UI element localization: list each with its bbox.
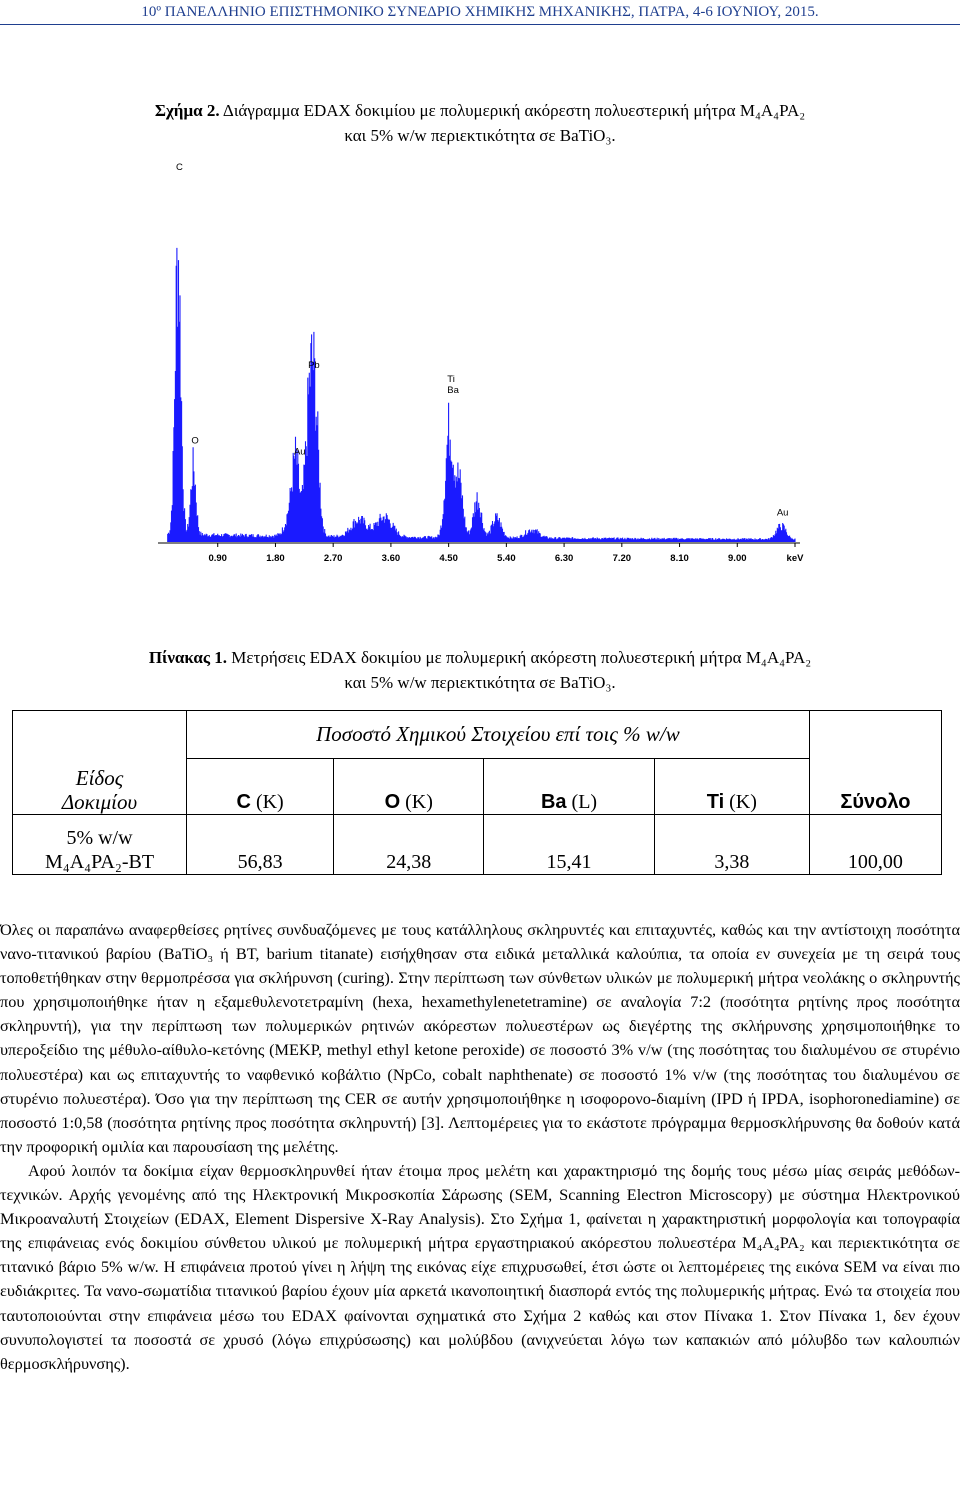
table-caption (0, 645, 960, 695)
peak-label: Ti (447, 374, 455, 386)
value-ti: 3,38 (654, 815, 809, 875)
group-header-cell: Ποσοστό Χημικού Στοιχείου επί τοις % w/w (187, 711, 810, 759)
paragraph-1: Όλες οι παραπάνω αναφερθείσες ρητίνες συνδυαζόμενες με τους κατάλληλους σκληρυντές και επιταχυντές, καθώς και την αντίστοιχη ποσότητα νανο-τιτανικού βαρίου (BaTiO₃ ή BT, barium titanate) εισήχθησαν στα ειδικά μεταλλικά καλούπια, τα οποία εν συνεχεία με τη σειρά τους τοποθετήθηκαν στην θερμοπρέσσα για σκλήρυνση (curing). Στην περίπτωση των σύνθετων υλικών με πολυμερική μήτρα νεολάκης ο σκληρυντής που χρησιμοποιήθηκε ήταν η εξαμεθυλενοτετραμίνη (hexa, hexamethylenetetramine) σε αναλογία 7:2 (ποσότητα ρητίνης προς ποσότητα σκληρυντή), για την περίπτωση των πολυμερικών ρητινών ακόρεστων πολυεστέρων ως διεγέρτης της σκλήρυνσης χρησιμοποιήθηκε το υπεροξείδιο της μέθυλο-αίθυλο-κετόνης (MEKP, methyl ethyl ketone peroxide) σε ποσοστό 3% v/w (της ποσότητας του διαλυμένου σε στυρένιο πολυεστέρα) και ως επιταχυντής το ναφθενικό κοβάλτιο (NpCo, cobalt naphthenate) σε ποσοστό 1% v/w (της ποσότητας του διαλυμένου σε στυρένιο πολυεστέρα). Όσο για την περίπτωση της CER σε αυτήν χρησιμοποιήθηκε η ισοφορονο-διαμίνη (IPD ή IPDA, isophoronediamine) σε ποσοστό 1:0,58 (ποσότητα ρητίνης προς ποσότητα σκληρυντή) [3]. Λεπτομέρειες για το εκάστοτε πρόγραμμα θερμοσκλήρυνσης θα δοθούν κατά την προφορική ομιλία και παρουσίαση της μελέτης. (0, 920, 960, 1156)
table-header-row (13, 759, 942, 815)
x-tick-label: 1.80 (266, 553, 285, 564)
table-caption-line-1: Μετρήσεις EDAX δοκιμίου με πολυμερική ακόρεστη πολυεστερική μήτρα M₄A₄PA₂ (231, 648, 812, 667)
figure-caption-line-2: και 5% w/w περιεκτικότητα σε BaTiO₃. (344, 126, 616, 145)
peak-label: Pb (308, 360, 320, 371)
col-header-ti: Ti (K) (654, 759, 809, 815)
empty-corner-cell-right (809, 711, 941, 759)
x-tick-label: 7.20 (612, 553, 632, 564)
table-group-header-row (13, 711, 942, 759)
table-row (13, 815, 942, 875)
table-caption-line-2: και 5% w/w περιεκτικότητα σε BaTiO₃. (344, 673, 616, 692)
peak-label: O (191, 435, 199, 447)
peak-labels (176, 162, 788, 519)
paragraph-2: Αφού λοιπόν τα δοκίμια είχαν θερμοσκληρυνθεί ήταν έτοιμα προς μελέτη και χαρακτηρισμό της δομής τους μέσω μίας σειράς μεθόδων-τεχνικών. Αρχής γενομένης από της Ηλεκτρονική Μικροσκοπία Σάρωσης (SEM, Scanning Electron Microscopy) με σύστημα Ηλεκτρονικού Μικροαναλυτή Στοιχείων (EDAX, Element Dispersive X-Ray Analysis). Στο Σχήμα 1, φαίνεται η χαρακτηριστική μορφολογία και τοπογραφία της επιφάνειας ενός δοκιμίου σύνθετου υλικού με πολυμερική μήτρα εργαστηριακού ακόρεστου πολυεστέρα M₄A₄PA₂ και περιεκτικότητα σε τιτανικό βάριο 5% w/w. Η επιφάνεια προτού γίνει η λήψη της εικόνας είχε επιχρυσωθεί, έτσι ώστε οι λεπτομέρειες της εικόνα SEM να είναι πιο ευδιάκριτες. Τα νανο-σωματίδια τιτανικού βαρίου έχουν μία αρκετά ικανοποιητική διασπορά εντός της πολυμερικής μήτρας. Ενώ τα στοιχεία που ταυτοποιούνται στην επιφάνεια μέσω του EDAX φαίνονται σχηματικά στο Σχήμα 2 καθώς και στον Πίνακα 1. Στον Πίνακα 1, δεν έχουν συνυπολογιστεί τα ποσοστά σε χρυσό (λόγω επιχρύσωσης) και μολύβδου (ανιχνεύεται λόγω των καπακιών από μόλυβδο των καλουπιών θερμοσκλήρυνσης). (0, 1160, 960, 1373)
x-tick-label: 3.60 (381, 553, 401, 564)
sample-type-header: Είδος Δοκιμίου (13, 759, 187, 815)
spectrum-series (168, 248, 795, 542)
x-tick-label: 9.00 (728, 553, 747, 564)
figure-label: Σχήμα 2. (154, 101, 220, 120)
body-text (0, 918, 960, 1376)
x-axis (158, 543, 804, 564)
peak-label: Au (293, 446, 306, 458)
conference-header: 10º ΠΑΝΕΛΛΗΝΙΟ ΕΠΙΣΤΗΜΟΝΙΚΟ ΣΥΝΕΔΡΙΟ ΧΗΜΙΚΗΣ ΜΗΧΑΝΙΚΗΣ, ΠΑΤΡΑ, 4-6 ΙΟΥΝΙΟΥ, 2015. (0, 0, 960, 25)
value-o: 24,38 (334, 815, 484, 875)
col-header-o: O (K) (334, 759, 484, 815)
x-tick-label: 8.10 (670, 553, 689, 564)
x-tick-label: 0.90 (208, 553, 227, 564)
x-tick-label: 5.40 (497, 553, 516, 564)
col-header-total: Σύνολο (809, 759, 941, 815)
col-header-ba: Ba (L) (484, 759, 655, 815)
spectrum-layer (168, 248, 795, 542)
empty-corner-cell (13, 711, 187, 759)
x-tick-label: 6.30 (554, 553, 574, 564)
sample-cell: 5% w/w M₄A₄PA₂-BT (13, 815, 187, 875)
table-label: Πίνακας 1. (148, 648, 228, 667)
value-total: 100,00 (809, 815, 941, 875)
col-header-c: C (K) (187, 759, 334, 815)
x-tick-label: 2.70 (323, 553, 343, 564)
edax-results-table (12, 710, 942, 875)
peak-label: C (175, 162, 183, 173)
x-tick-label: keV (786, 553, 804, 564)
x-tick-label: 4.50 (439, 553, 458, 564)
figure-caption-line-1: Διάγραμμα EDAX δοκιμίου με πολυμερική ακόρεστη πολυεστερική μήτρα M₄A₄PA₂ (222, 101, 806, 120)
peak-label: Ba (447, 385, 459, 397)
figure-caption (0, 98, 960, 148)
peak-label: Au (776, 507, 789, 519)
edax-spectrum-chart (150, 160, 830, 580)
value-ba: 15,41 (484, 815, 655, 875)
value-c: 56,83 (187, 815, 334, 875)
